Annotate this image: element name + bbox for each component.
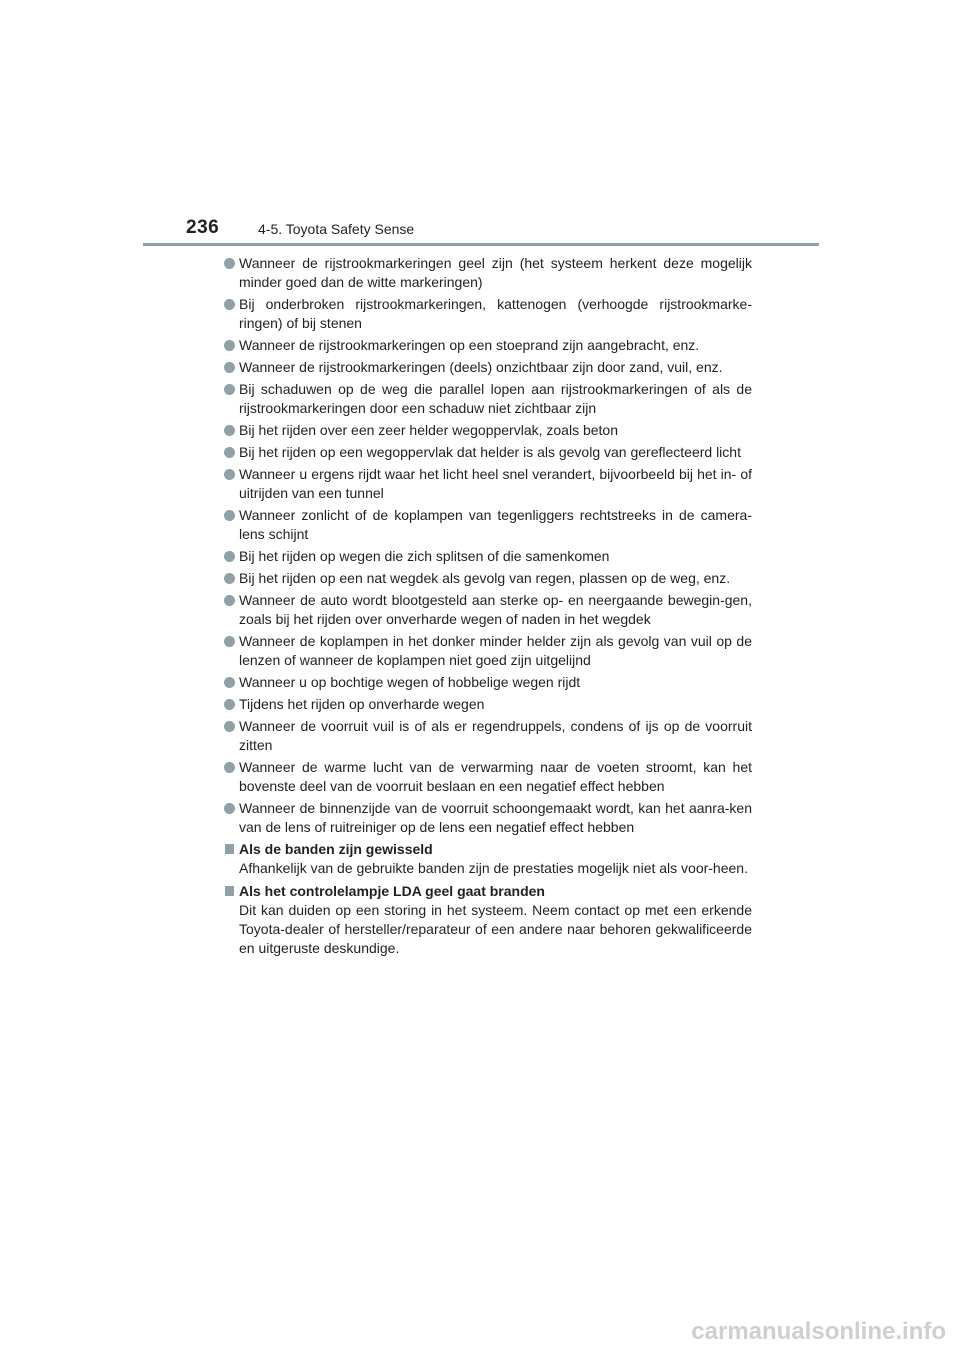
bullet-text: Wanneer de rijstrookmarkeringen op een stoeprand zijn aangebracht, enz. [239,337,700,353]
circle-bullet-icon [224,762,235,773]
subsection-tyres [224,840,752,878]
circle-bullet-icon [224,677,235,688]
content [224,254,752,962]
bullet-text: Wanneer u ergens rijdt waar het licht heel snel verandert, bijvoorbeeld bij het in- of uitrijden van een tunnel [239,466,752,501]
bullet-item [224,254,752,292]
circle-bullet-icon [224,510,235,521]
bullet-text: Bij onderbroken rijstrookmarkeringen, kattenogen (verhoogde rijstrookmarke-ringen) of bij stenen [239,296,752,331]
bullet-text: Bij het rijden op een wegoppervlak dat helder is als gevolg van gereflecteerd licht [239,444,741,460]
circle-bullet-icon [224,340,235,351]
circle-bullet-icon [224,299,235,310]
bullet-text: Wanneer de warme lucht van de verwarming naar de voeten stroomt, kan het bovenste deel van de voorruit beslaan en een negatief effect hebben [239,759,752,794]
bullet-item [224,632,752,670]
bullet-list [224,254,752,837]
circle-bullet-icon [224,469,235,480]
bullet-item [224,506,752,544]
bullet-item [224,673,752,692]
bullet-item [224,295,752,333]
bullet-item [224,336,752,355]
bullet-text: Bij het rijden op een nat wegdek als gevolg van regen, plassen op de weg, enz. [239,570,731,586]
bullet-item [224,443,752,462]
bullet-item [224,717,752,755]
circle-bullet-icon [224,636,235,647]
subsection-heading: Als het controlelampje LDA geel gaat branden [239,883,545,899]
circle-bullet-icon [224,721,235,732]
bullet-text: Bij het rijden op wegen die zich splitsen of die samenkomen [239,548,610,564]
subsection-body: Dit kan duiden op een storing in het systeem. Neem contact op met een erkende Toyota-dealer of hersteller/reparateur of een andere naar behoren gekwalificeerde en uitgeruste deskundige. [239,902,752,956]
bullet-text: Tijdens het rijden op onverharde wegen [239,696,485,712]
circle-bullet-icon [224,362,235,373]
bullet-item [224,421,752,440]
bullet-item [224,569,752,588]
circle-bullet-icon [224,699,235,710]
subsection-lda-lamp [224,882,752,958]
bullet-text: Bij schaduwen op de weg die parallel lopen aan rijstrookmarkeringen of als de rijstrookmarkeringen door een schaduw niet zichtbaar zijn [239,381,752,416]
circle-bullet-icon [224,425,235,436]
circle-bullet-icon [224,573,235,584]
bullet-text: Wanneer zonlicht of de koplampen van tegenliggers rechtstreeks in de camera-lens schijnt [239,507,752,542]
bullet-text: Wanneer de auto wordt blootgesteld aan sterke op- en neergaande bewegin-gen, zoals bij het rijden over onverharde wegen of naden in het wegdek [239,592,752,627]
circle-bullet-icon [224,551,235,562]
circle-bullet-icon [224,447,235,458]
section-title: 4-5. Toyota Safety Sense [258,221,415,237]
watermark: carmanualsonline.info [691,1318,946,1345]
bullet-text: Wanneer de binnenzijde van de voorruit schoongemaakt wordt, kan het aanra-ken van de lens of ruitreiniger op de lens een negatief effect hebben [239,800,752,835]
square-bullet-icon [225,844,234,854]
bullet-text: Wanneer de voorruit vuil is of als er regendruppels, condens of ijs op de voorruit zitten [239,718,752,753]
bullet-text: Bij het rijden over een zeer helder wegoppervlak, zoals beton [239,422,619,438]
circle-bullet-icon [224,258,235,269]
bullet-item [224,358,752,377]
bullet-text: Wanneer de rijstrookmarkeringen (deels) onzichtbaar zijn door zand, vuil, enz. [239,359,723,375]
circle-bullet-icon [224,803,235,814]
header-rule [143,243,819,246]
bullet-text: Wanneer u op bochtige wegen of hobbelige wegen rijdt [239,674,581,690]
square-bullet-icon [225,886,234,896]
subsection-body: Afhankelijk van de gebruikte banden zijn de prestaties mogelijk niet als voor-heen. [239,860,748,876]
page-number: 236 [186,217,220,238]
bullet-text: Wanneer de rijstrookmarkeringen geel zijn (het systeem herkent deze mogelijk minder goed dan de witte markeringen) [239,255,752,290]
bullet-item [224,547,752,566]
bullet-item [224,799,752,837]
bullet-item [224,591,752,629]
bullet-item [224,695,752,714]
subsection-heading: Als de banden zijn gewisseld [239,841,433,857]
bullet-item [224,380,752,418]
bullet-text: Wanneer de koplampen in het donker minder helder zijn als gevolg van vuil op de lenzen of wanneer de koplampen niet goed zijn uitgelijnd [239,633,752,668]
bullet-item [224,465,752,503]
circle-bullet-icon [224,595,235,606]
bullet-item [224,758,752,796]
circle-bullet-icon [224,384,235,395]
